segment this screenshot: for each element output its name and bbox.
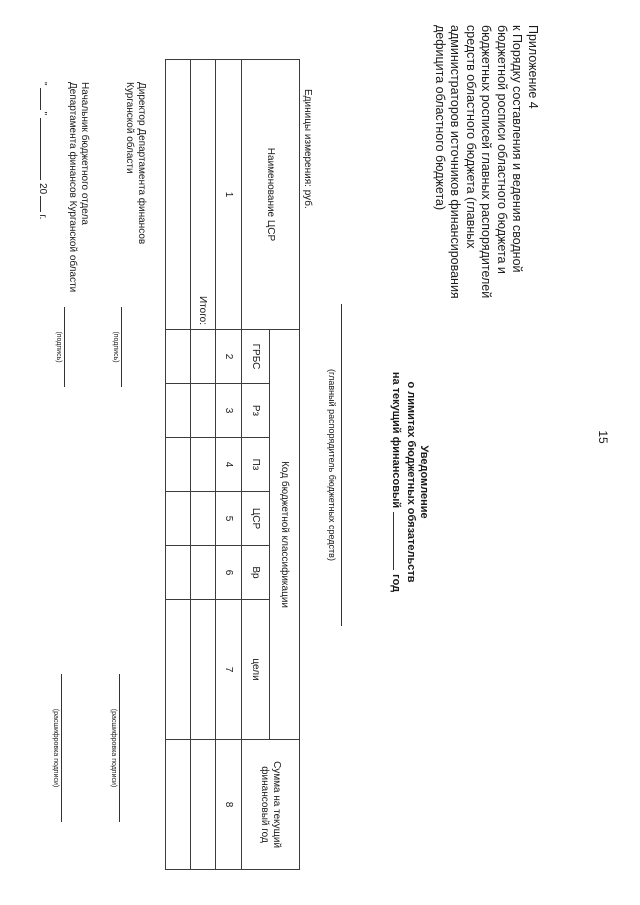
blank-cell xyxy=(166,546,191,600)
director-signature-line xyxy=(121,307,122,387)
date-line xyxy=(37,82,50,219)
total-cell xyxy=(191,740,216,870)
chief-decode-caption: (расшифровка подписи) xyxy=(52,708,59,788)
column-number: 4 xyxy=(216,438,242,492)
header-goal: цели xyxy=(242,600,270,740)
blank-cell xyxy=(166,600,191,740)
chief-decode-line xyxy=(61,674,62,822)
blank-cell xyxy=(166,384,191,438)
header-name: Наименование ЦСР xyxy=(242,60,300,330)
total-cell xyxy=(191,600,216,740)
header-sum xyxy=(242,740,300,870)
table-header-row xyxy=(270,60,300,870)
page-number: 15 xyxy=(596,430,610,444)
appendix-line: бюджетной росписи областного бюджета и xyxy=(495,25,509,274)
blank-cell xyxy=(166,438,191,492)
column-number: 1 xyxy=(216,60,242,330)
header-csr: ЦСР xyxy=(242,492,270,546)
column-number: 6 xyxy=(216,546,242,600)
notice-title-line1: Уведомление xyxy=(418,445,430,519)
notice-title-prefix: на текущий финансовый xyxy=(390,371,402,509)
appendix-line: средств областного бюджета (главных xyxy=(464,25,478,249)
header-rz: Рз xyxy=(242,384,270,438)
appendix-line: бюджетных росписей главных распорядителей xyxy=(479,25,494,299)
column-number: 5 xyxy=(216,492,242,546)
blank-cell xyxy=(166,740,191,870)
notice-title-line3 xyxy=(389,262,404,702)
header-code-group: Код бюджетной классификации xyxy=(270,330,300,740)
header-sum-line2: финансовый год xyxy=(259,766,271,843)
year-blank-field xyxy=(393,512,404,570)
appendix-line: к Порядку составления и ведения сводной xyxy=(510,25,525,273)
director-title xyxy=(123,82,147,244)
chief-title xyxy=(66,82,90,292)
column-number: 2 xyxy=(216,330,242,384)
appendix-line: Приложение 4 xyxy=(526,25,540,109)
chief-signature-line xyxy=(64,307,65,387)
total-cell xyxy=(191,492,216,546)
total-row xyxy=(191,60,216,870)
units-label: Единицы измерения: руб. xyxy=(302,89,313,209)
appendix-header xyxy=(432,25,541,545)
blank-cell xyxy=(166,492,191,546)
date-year-suffix: г. xyxy=(37,214,48,220)
total-cell xyxy=(191,438,216,492)
column-number: 3 xyxy=(216,384,242,438)
director-decode-line xyxy=(119,674,120,822)
total-cell xyxy=(191,546,216,600)
total-cell xyxy=(191,384,216,438)
rotated-form-sheet xyxy=(20,2,620,902)
date-century: 20 xyxy=(37,183,48,195)
total-label: Итого: xyxy=(191,60,216,330)
recipient-caption: (главный распорядитель бюджетных средств) xyxy=(327,369,337,561)
column-number: 7 xyxy=(216,600,242,740)
column-number: 8 xyxy=(216,740,242,870)
blank-row xyxy=(166,60,191,870)
blank-cell xyxy=(166,60,191,330)
appendix-line: администраторов источников финансирования xyxy=(448,25,463,299)
recipient-blank-line xyxy=(341,304,342,626)
header-sum-line1: Сумма на текущий xyxy=(271,761,283,849)
chief-title-line1: Начальник бюджетного отдела xyxy=(79,82,90,225)
header-vr: Вр xyxy=(242,546,270,600)
director-decode-caption: (расшифровка подписи) xyxy=(110,708,117,788)
date-quote-open: " xyxy=(37,82,48,86)
date-month-blank xyxy=(40,118,50,180)
chief-signature-caption: (подпись) xyxy=(55,331,62,363)
date-day-blank xyxy=(40,88,50,110)
header-pz: Пз xyxy=(242,438,270,492)
director-signature-caption: (подпись) xyxy=(112,331,119,363)
date-year-blank xyxy=(40,196,50,212)
date-quote-close: " xyxy=(37,111,48,116)
total-cell xyxy=(191,330,216,384)
limits-table xyxy=(165,59,300,870)
director-title-line2: Курганской области xyxy=(124,82,135,174)
column-number-row xyxy=(216,60,242,870)
notice-title-suffix: год xyxy=(390,574,402,593)
blank-cell xyxy=(166,330,191,384)
director-title-line1: Директор Департамента финансов xyxy=(136,82,147,245)
notice-title xyxy=(389,262,430,702)
chief-title-line2: Департамента финансов Курганской области xyxy=(67,82,78,293)
appendix-line: дефицита областного бюджета) xyxy=(433,25,447,211)
notice-title-line2: о лимитах бюджетных обязательств xyxy=(405,381,417,583)
header-grbs: ГРБС xyxy=(242,330,270,384)
